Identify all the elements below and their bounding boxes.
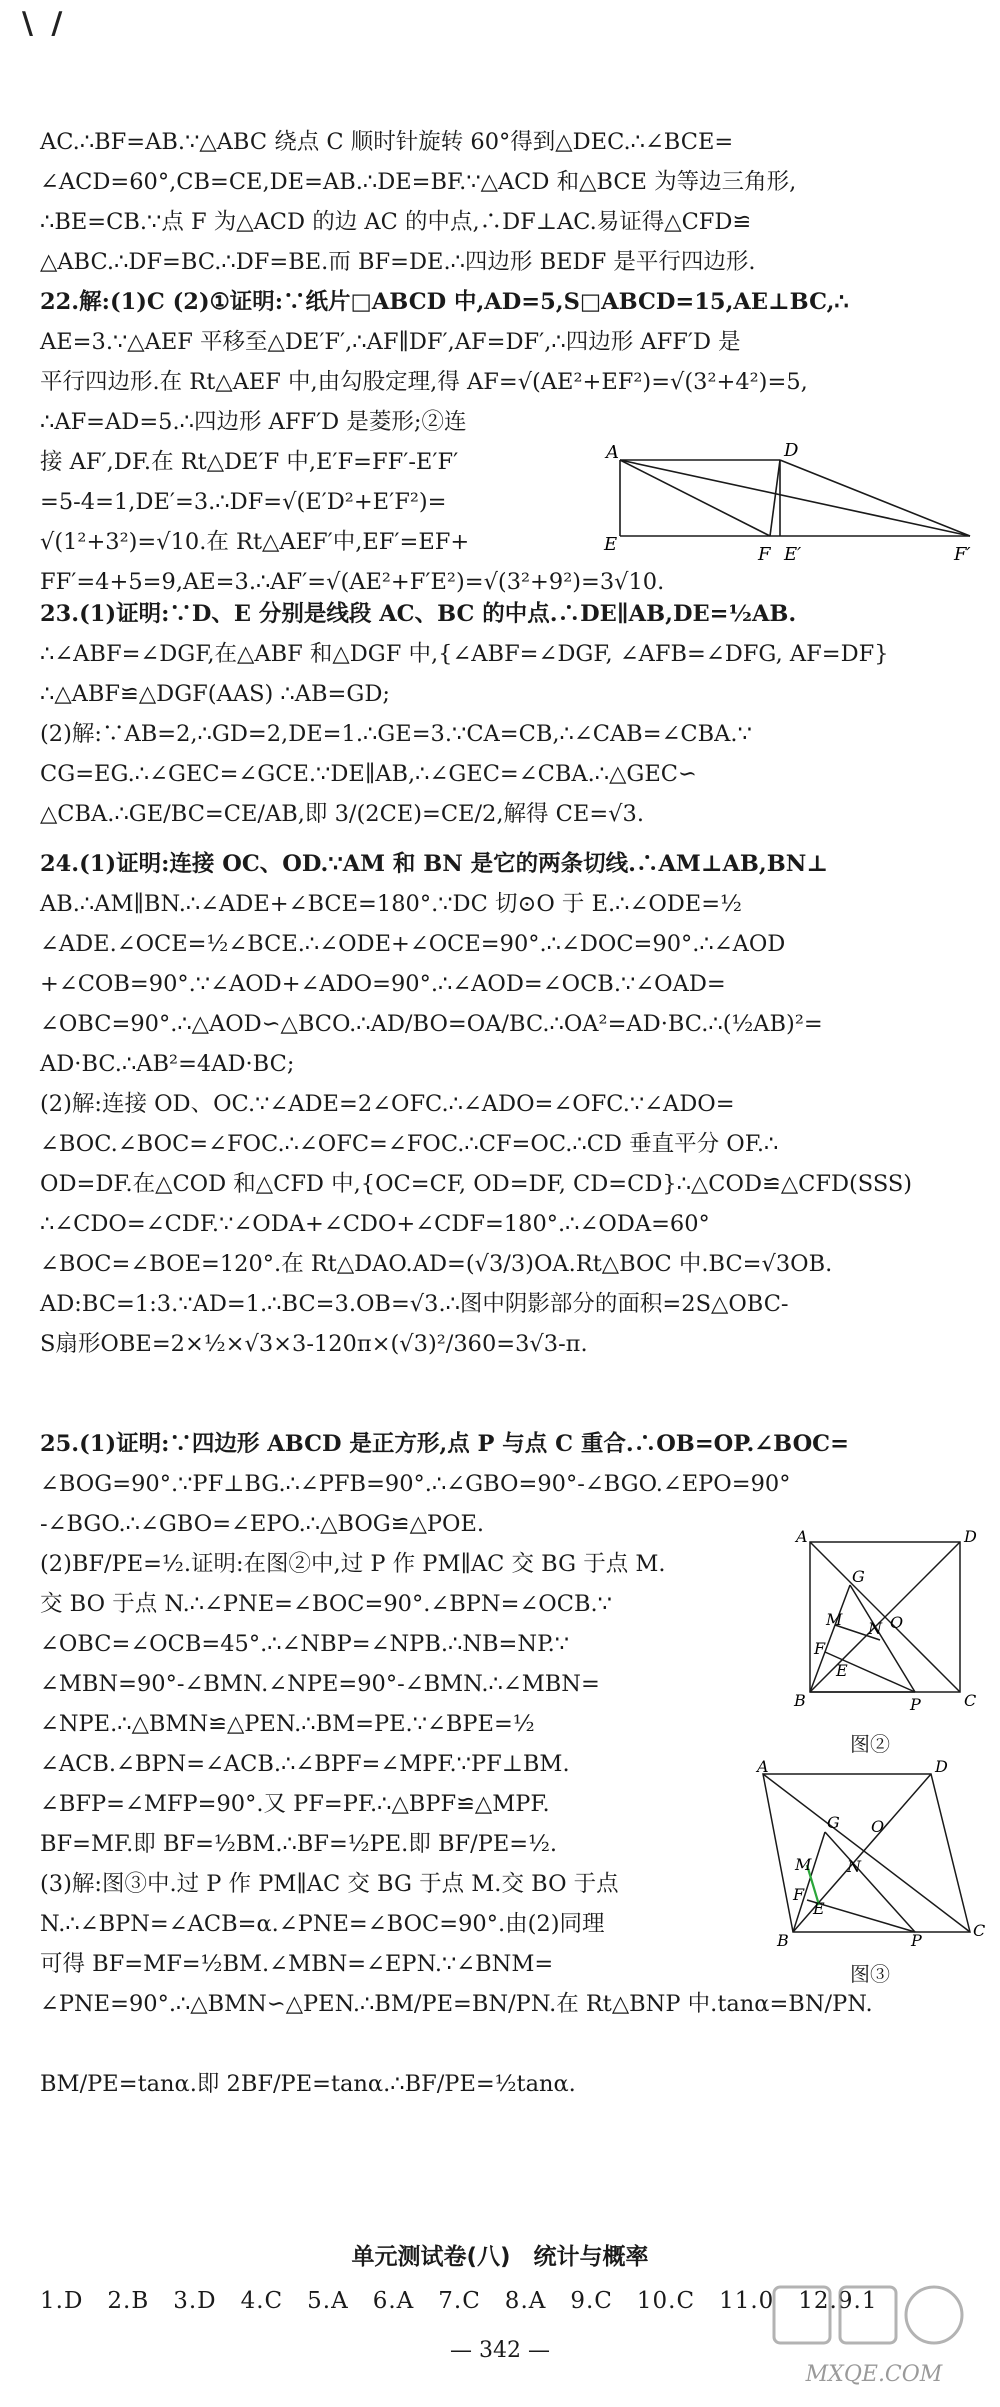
text-line: BF=MF.即 BF=½BM.∴BF=½PE.即 BF/PE=½.	[40, 1831, 558, 1857]
label-b: B	[794, 1691, 806, 1710]
watermark-logo	[764, 2277, 984, 2397]
text-line: (2)解:∵AB=2,∴GD=2,DE=1.∴GE=3.∵CA=CB,∴∠CAB=∠CBA.∵	[40, 721, 752, 747]
text-line: △ABC.∴DF=BC.∴DF=BE.而 BF=DE.∴四边形 BEDF 是平行四边形.	[40, 249, 756, 275]
text-line: S扇形OBE=2×½×√3×3-120π×(√3)²/360=3√3-π.	[40, 1331, 588, 1357]
text-line: ∠ACB.∠BPN=∠ACB.∴∠BPF=∠MPF.∵PF⊥BM.	[40, 1751, 570, 1777]
label-f: F	[814, 1639, 826, 1658]
text-line: AC.∴BF=AB.∵△ABC 绕点 C 顺时针旋转 60°得到△DEC.∴∠BCE=	[40, 129, 734, 155]
text-line: ∠BFP=∠MFP=90°.又 PF=PF.∴△BPF≌△MPF.	[40, 1791, 550, 1817]
watermark-url: MXQE.COM	[805, 2362, 943, 2387]
text-line: 可得 BF=MF=½BM.∠MBN=∠EPN.∵∠BNM=	[40, 1951, 554, 1977]
text-line: 接 AF′,DF.在 Rt△DE′F 中,E′F=FF′-E′F′	[40, 449, 459, 475]
label-d: D	[964, 1527, 977, 1546]
text-line: ∠MBN=90°-∠BMN.∠NPE=90°-∠BMN.∴∠MBN=	[40, 1671, 600, 1697]
figure-3-caption: 图③	[850, 1962, 890, 1986]
label-d: D	[935, 1757, 948, 1776]
text-line: ∴△ABF≌△DGF(AAS) ∴AB=GD;	[40, 681, 390, 707]
label-a: A	[796, 1527, 808, 1546]
text-line: OD=DF.在△COD 和△CFD 中,{OC=CF, OD=DF, CD=CD}∴△COD≌△CFD(SSS)	[40, 1171, 913, 1197]
text-line: CG=EG.∴∠GEC=∠GCE.∵DE∥AB,∴∠GEC=∠CBA.∴△GEC∽	[40, 761, 697, 787]
text-line: FF′=4+5=9,AE=3.∴AF′=√(AE²+F′E²)=√(3²+9²)=3√10.	[40, 569, 665, 595]
label-e: E	[604, 534, 618, 555]
text-line: 25.(1)证明:∵四边形 ABCD 是正方形,点 P 与点 C 重合.∴OB=OP.∠BOC=	[40, 1431, 849, 1457]
solution-21-continued	[40, 128, 960, 288]
text-line: △CBA.∴GE/BC=CE/AB,即 3/(2CE)=CE/2,解得 CE=√3.	[40, 801, 644, 827]
text-line: ∴BE=CB.∵点 F 为△ACD 的边 AC 的中点,∴DF⊥AC.易证得△CFD≌	[40, 209, 752, 235]
label-f: F	[793, 1885, 805, 1904]
rhombus-figure-3	[755, 1757, 986, 1950]
text-line: AD·BC.∴AB²=4AD·BC;	[40, 1051, 295, 1077]
text-line: ∴∠ABF=∠DGF,在△ABF 和△DGF 中,{∠ABF=∠DGF, ∠AFB=∠DFG, AF=DF}	[40, 641, 889, 667]
text-line: 平行四边形.在 Rt△AEF 中,由勾股定理,得 AF=√(AE²+EF²)=√(3²+4²)=5,	[40, 369, 808, 395]
text-line: 23.(1)证明:∵D、E 分别是线段 AC、BC 的中点.∴DE∥AB,DE=½AB.	[40, 601, 797, 627]
label-n: N	[868, 1619, 882, 1638]
text-line: AE=3.∵△AEF 平移至△DE′F′,∴AF∥DF′,AF=DF′,∴四边形 AFF′D 是	[40, 329, 741, 355]
label-d: D	[784, 440, 799, 461]
text-line: AB.∴AM∥BN.∴∠ADE+∠BCE=180°.∵DC 切⊙O 于 E.∴∠ODE=½	[40, 891, 742, 917]
text-line: (2)解:连接 OD、OC.∵∠ADE=2∠OFC.∴∠ADO=∠OFC.∵∠ADO=	[40, 1091, 735, 1117]
text-line: +∠COB=90°.∵∠AOD+∠ADO=90°.∴∠AOD=∠OCB.∵∠OAD=	[40, 971, 726, 997]
text-line: 22.解:(1)C (2)①证明:∵纸片□ABCD 中,AD=5,S□ABCD=15,AE⊥BC,∴	[40, 289, 849, 315]
section-title: 单元测试卷(八) 统计与概率	[351, 2244, 649, 2270]
parallelogram-figure	[600, 440, 980, 570]
text-line: ∠BOC=∠BOE=120°.在 Rt△DAO.AD=(√3/3)OA.Rt△BOC 中.BC=√3OB.	[40, 1251, 833, 1277]
label-o: O	[890, 1613, 904, 1632]
solution-25-tail	[40, 2000, 960, 2080]
label-n: N	[847, 1857, 861, 1876]
text-line: ∠OBC=90°.∴△AOD∽△BCO.∴AD/BO=OA/BC.∴OA²=AD·BC.∴(½AB)²=	[40, 1011, 823, 1037]
text-line: ∠OBC=∠OCB=45°.∴∠NBP=∠NPB.∴NB=NP.∵	[40, 1631, 570, 1657]
text-line: (2)BF/PE=½.证明:在图②中,过 P 作 PM∥AC 交 BG 于点 M.	[40, 1551, 666, 1577]
label-b: B	[777, 1931, 789, 1950]
label-p: P	[911, 1931, 922, 1950]
text-line: ∠ADE.∠OCE=½∠BCE.∴∠ODE+∠OCE=90°.∴∠DOC=90°.∴∠AOD	[40, 931, 786, 957]
text-line	[40, 2040, 960, 2080]
label-p: P	[910, 1695, 921, 1714]
text-line: 24.(1)证明:连接 OC、OD.∵AM 和 BN 是它的两条切线.∴AM⊥AB,BN⊥	[40, 851, 828, 877]
text-line: =5-4=1,DE′=3.∴DF=√(E′D²+E′F²)=	[40, 489, 447, 515]
text-line	[40, 1370, 960, 1410]
text-line: ∠PNE=90°.∴△BMN∽△PEN.∴BM/PE=BN/PN.在 Rt△BNP 中.tanα=BN/PN.	[40, 1991, 873, 2017]
label-f: F	[758, 544, 771, 565]
text-line: ∴∠CDO=∠CDF.∵∠ODA+∠CDO+∠CDF=180°.∴∠ODA=60°	[40, 1211, 710, 1237]
text-line: √(1²+3²)=√10.在 Rt△AEF′中,EF′=EF+	[40, 529, 470, 555]
label-g: G	[827, 1813, 840, 1832]
solution-23	[40, 600, 960, 840]
text-line: ∠ACD=60°,CB=CE,DE=AB.∴DE=BF.∵△ACD 和△BCE 为等边三角形,	[40, 169, 797, 195]
text-line: AD:BC=1:3.∵AD=1.∴BC=3.OB=√3.∴图中阴影部分的面积=2S△OBC-	[40, 1291, 789, 1317]
label-f-prime: F′	[954, 544, 971, 565]
label-e-prime: E′	[784, 544, 802, 565]
label-g: G	[852, 1567, 865, 1586]
text-line: ∠BOC.∠BOC=∠FOC.∴∠OFC=∠FOC.∴CF=OC.∴CD 垂直平分 OF.∴	[40, 1131, 779, 1157]
label-e: E	[813, 1899, 825, 1918]
label-a: A	[606, 442, 619, 463]
text-line	[40, 2000, 960, 2040]
label-a: A	[757, 1757, 769, 1776]
page-number: — 342 —	[450, 2338, 550, 2363]
text-line: BM/PE=tanα.即 2BF/PE=tanα.∴BF/PE=½tanα.	[40, 2071, 576, 2097]
text-line: -∠BGO.∴∠GBO=∠EPO.∴△BOG≌△POE.	[40, 1511, 485, 1537]
label-c: C	[964, 1691, 977, 1710]
text-line: 交 BO 于点 N.∴∠PNE=∠BOC=90°.∠BPN=∠OCB.∵	[40, 1591, 612, 1617]
label-m: M	[795, 1855, 812, 1874]
text-line: (3)解:图③中.过 P 作 PM∥AC 交 BG 于点 M.交 BO 于点	[40, 1871, 619, 1897]
label-c: C	[973, 1921, 986, 1940]
answer-row: 1.D 2.B 3.D 4.C 5.A 6.A 7.C 8.A 9.C 10.C 11.0 12.9.1	[40, 2288, 878, 2314]
label-e: E	[836, 1661, 848, 1680]
text-line: ∠NPE.∴△BMN≌△PEN.∴BM=PE.∵∠BPE=½	[40, 1711, 535, 1737]
text-line: N.∴∠BPN=∠ACB=α.∠PNE=∠BOC=90°.由(2)同理	[40, 1911, 605, 1937]
figure-2-caption: 图②	[850, 1732, 890, 1756]
label-o: O	[871, 1817, 885, 1836]
text-line: ∠BOG=90°.∵PF⊥BG.∴∠PFB=90°.∴∠GBO=90°-∠BGO.∠EPO=90°	[40, 1471, 791, 1497]
page-corner-mark: \ /	[22, 6, 67, 41]
solution-24	[40, 850, 960, 1410]
text-line: ∴AF=AD=5.∴四边形 AFF′D 是菱形;②连	[40, 409, 467, 435]
label-m: M	[826, 1610, 843, 1629]
square-figure-2	[790, 1527, 980, 1720]
